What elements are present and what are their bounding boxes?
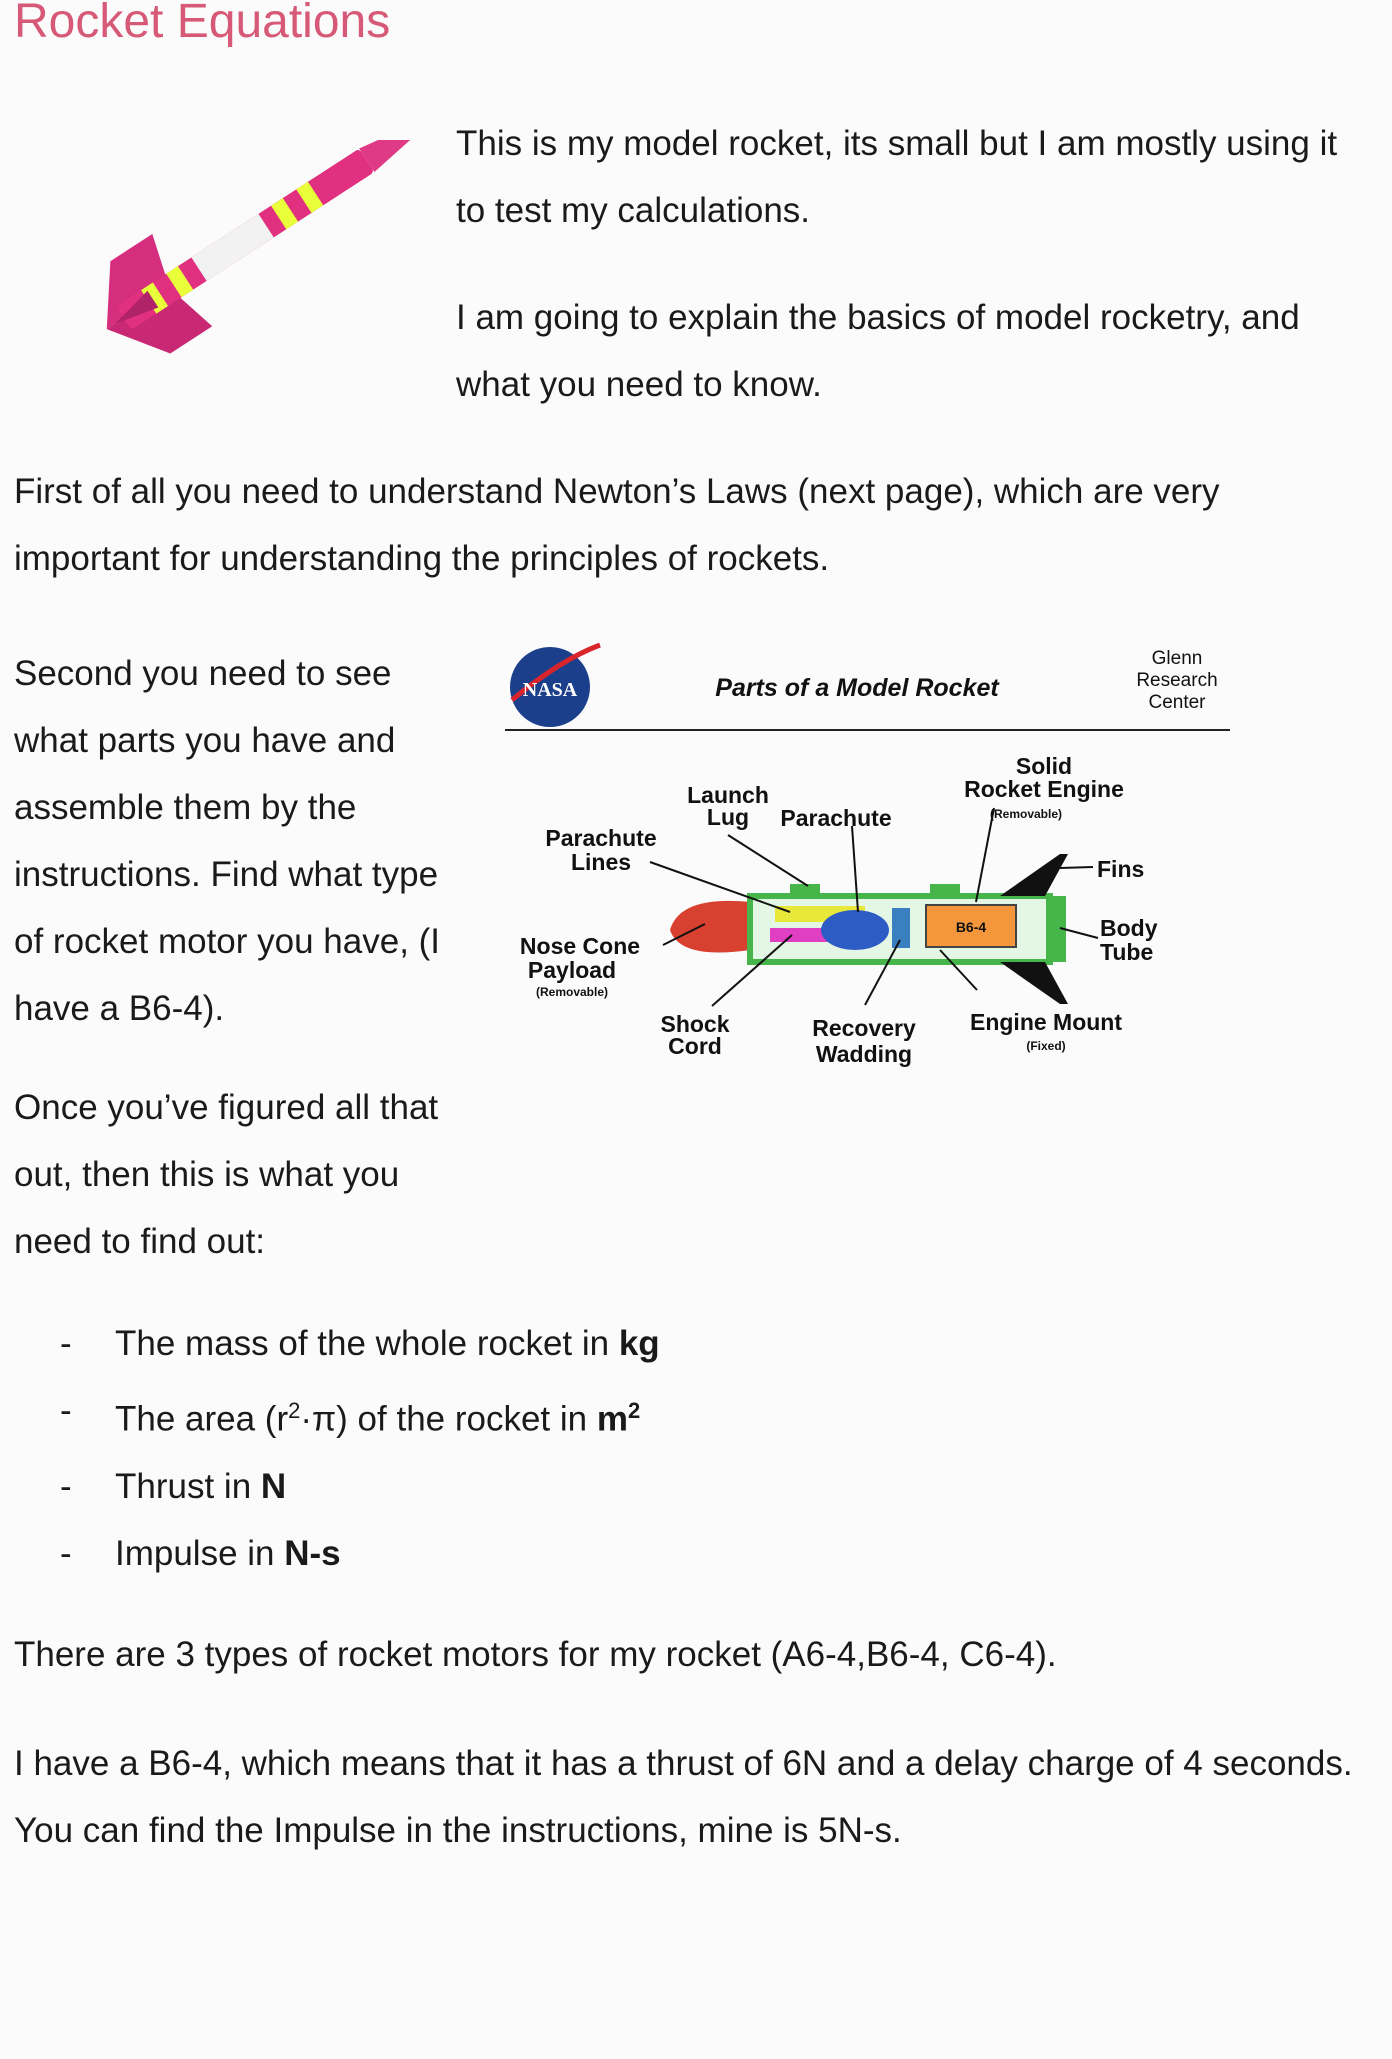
label-fins: Fins [1097, 856, 1145, 882]
nasa-logo-text: NASA [522, 679, 578, 701]
label-recovery-wadding-2: Wadding [815, 1041, 913, 1067]
label-parachute-lines-1: Parachute [545, 825, 657, 851]
label-parachute: Parachute [780, 805, 892, 831]
label-removable: (Removable) [989, 807, 1063, 821]
label-body-tube-1: Body [1100, 915, 1158, 941]
list-item: - The area $(r^2\cdot\pi)$ of the rocket in $m^2$ [60, 1391, 641, 1439]
label-removable-2: (Removable) [535, 985, 609, 999]
label-parachute-lines-2: Lines [570, 849, 632, 875]
b64-paragraph: I have a B6-4, which means that it has a thrust of 6N and a delay charge of 4 seconds. You can find the Impulse in the instructions, mine is 5N-s. [14, 1744, 1353, 1850]
nose-cone [670, 901, 750, 953]
org-line-2: Research [1136, 670, 1218, 691]
engine-code: B6-4 [955, 919, 987, 935]
label-engine-mount: Engine Mount [969, 1009, 1123, 1035]
label-shock-cord-1: Shock [660, 1011, 730, 1037]
page-title: Rocket Equations [14, 0, 391, 48]
list-item: - Impulse in N-s [60, 1533, 341, 1573]
org-line-3: Center [1148, 692, 1206, 713]
label-body-tube-2: Tube [1100, 939, 1154, 965]
diagram-title: Parts of a Model Rocket [715, 674, 999, 702]
label-nose-cone-1: Nose Cone [519, 933, 641, 959]
model-rocket-image [20, 140, 430, 410]
label-nose-cone-2: Payload [527, 957, 617, 983]
org-line-1: Glenn [1151, 648, 1203, 669]
label-shock-cord-2: Cord [668, 1033, 722, 1059]
list-item: - Thrust in N [60, 1466, 287, 1506]
requirements-list [60, 1310, 660, 1587]
label-launch-lug-1: Launch [687, 782, 769, 808]
motors-paragraph: There are 3 types of rocket motors for my rocket (A6-4,B6-4, C6-4). [14, 1635, 1057, 1674]
newton-paragraph: First of all you need to understand Newton’s Laws (next page), which are very important for understanding the principles of rockets. [14, 472, 1220, 578]
label-launch-lug-2: Lug [706, 804, 750, 830]
label-solid-engine-2: Rocket Engine [964, 776, 1124, 802]
figured-paragraph: Once you’ve figured all that out, then this is what you need to find out: [14, 1088, 439, 1261]
rocket-parts-diagram [500, 640, 1240, 1090]
label-recovery-wadding-1: Recovery [812, 1015, 916, 1041]
list-item: - The mass of the whole rocket in kg [60, 1324, 660, 1363]
intro-paragraph-1: This is my model rocket, its small but I am mostly using it to test my calculations. [456, 124, 1338, 230]
label-solid-engine-1: Solid [1015, 753, 1073, 779]
label-fixed: (Fixed) [1026, 1039, 1066, 1053]
intro-paragraph-2: I am going to explain the basics of model rocketry, and what you need to know. [456, 298, 1300, 404]
intro-section [456, 110, 1356, 418]
parts-paragraph: Second you need to see what parts you have and assemble them by the instructions. Find what type of rocket motor you have, (I have a B6-4). [14, 654, 441, 1028]
